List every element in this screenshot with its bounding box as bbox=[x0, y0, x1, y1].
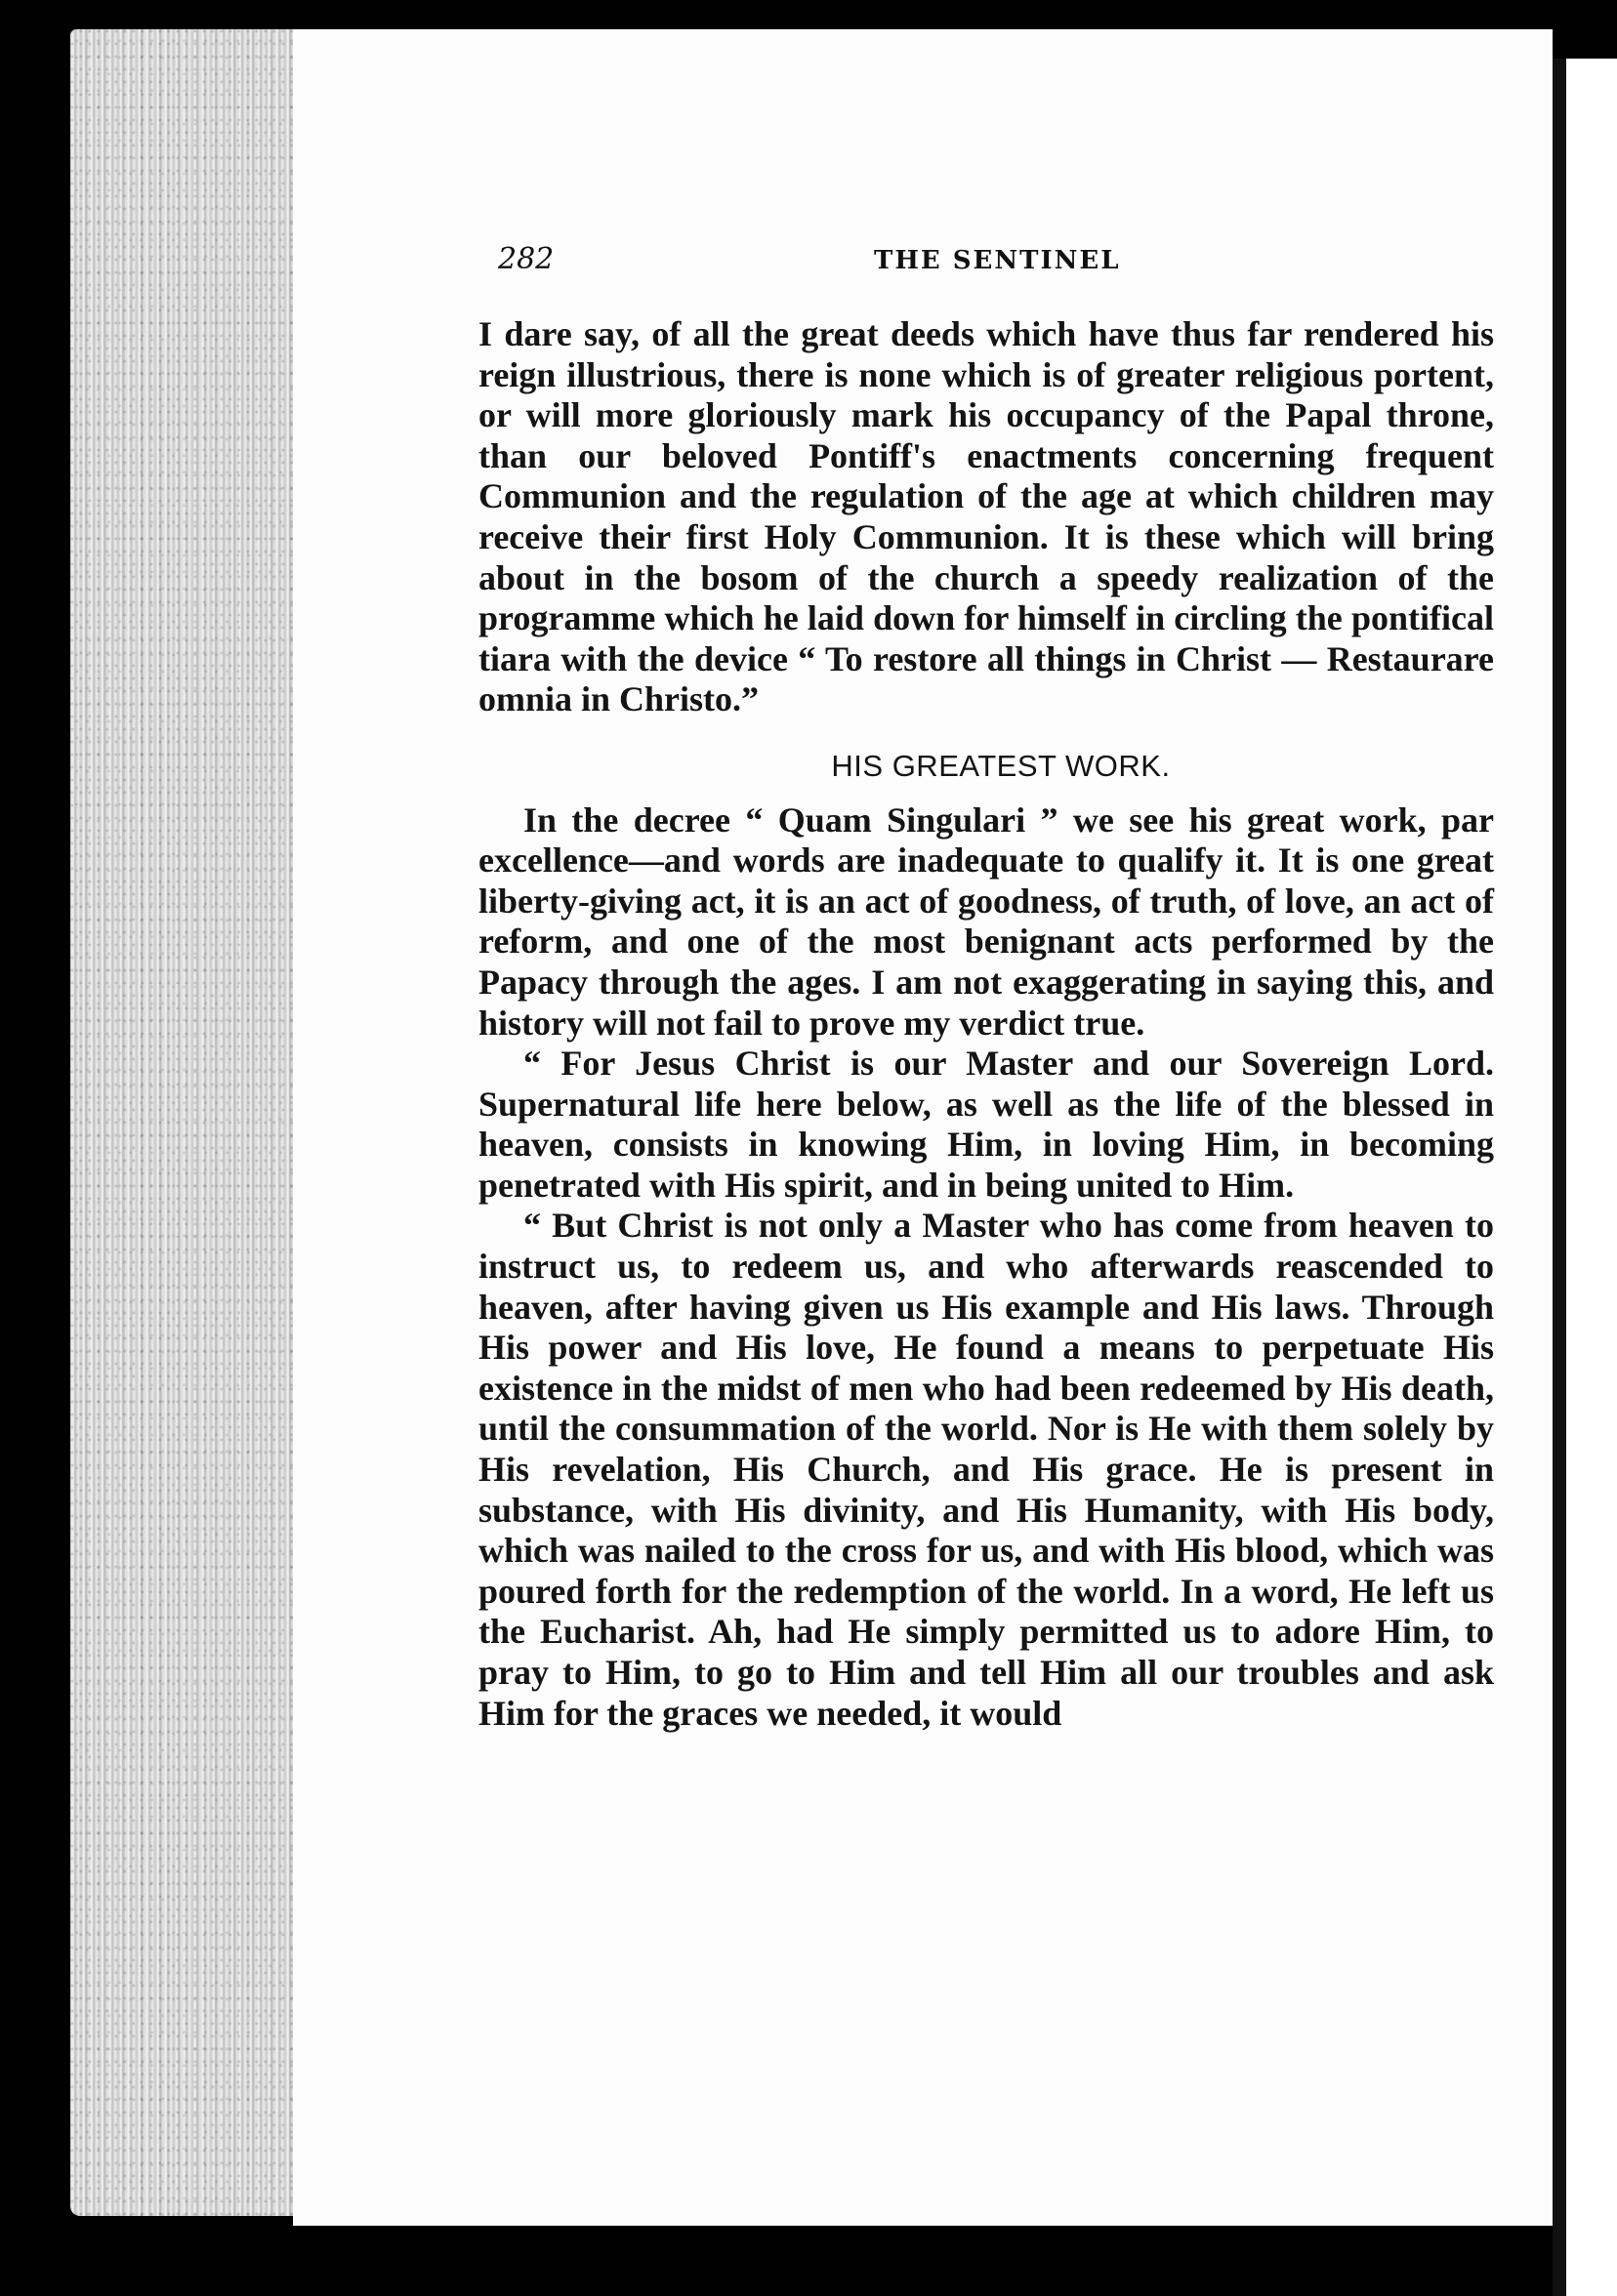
paragraph-quam-singulari: In the decree “ Quam Singulari ” we see his great work, par excellence—and words are inadequate to qualify it. It is one great liberty-giving act, it is an act of goodness, of truth, of love, an act of reform, and one of the most benignant acts performed by the Papacy through the ages. I am not exaggerating in saying this, and history will not fail to prove my verdict true. bbox=[478, 800, 1494, 1043]
page-number: 282 bbox=[498, 242, 555, 276]
section-heading: HIS GREATEST WORK. bbox=[831, 748, 1171, 783]
paragraph-christ-eucharist: “ But Christ is not only a Master who has come from heaven to instruct us, to redeem us, and who afterwards reascended to heaven, after having given us His example and His laws. Through His power and His love, He found a means to perpetuate His existence in the midst of men who had been redeemed by His death, until the consummation of the world. Nor is He with them solely by His revelation, His Church, and His grace. He is present in substance, with His divinity, and His Humanity, with His body, which was nailed to the cross for us, and with His blood, which was poured forth for the redemption of the world. In a word, He left us the Eucharist. Ah, had He simply permitted us to adore Him, to pray to Him, to go to Him and tell Him all our troubles and ask Him for the graces we needed, it would bbox=[478, 1206, 1494, 1733]
page-header bbox=[498, 242, 1523, 291]
page-body bbox=[478, 314, 1494, 1734]
paragraph-jesus-master: “ For Jesus Christ is our Master and our Sovereign Lord. Supernatural life here below, as well as the life of the blessed in heaven, consists in knowing Him, in loving Him, in becoming penetrated with His spirit, and in being united to Him. bbox=[478, 1044, 1494, 1205]
next-page-edge bbox=[1553, 59, 1617, 2296]
stacked-page-edges bbox=[70, 29, 314, 2216]
paragraph-reign-deeds: I dare say, of all the great deeds which have thus far rendered his reign illustrious, there is none which is of greater religious portent, or will more gloriously mark his occupancy of the Papal throne, than our beloved Pontiff's enactments concerning frequent Communion and the regulation of the age at which children may receive their first Holy Communion. It is these which will bring about in the bosom of the church a speedy realization of the programme which he laid down for himself in circling the pontifical tiara with the device “ To restore all things in Christ — Restaurare omnia in Christo.” bbox=[478, 314, 1494, 719]
running-title: THE SENTINEL bbox=[874, 246, 1121, 275]
